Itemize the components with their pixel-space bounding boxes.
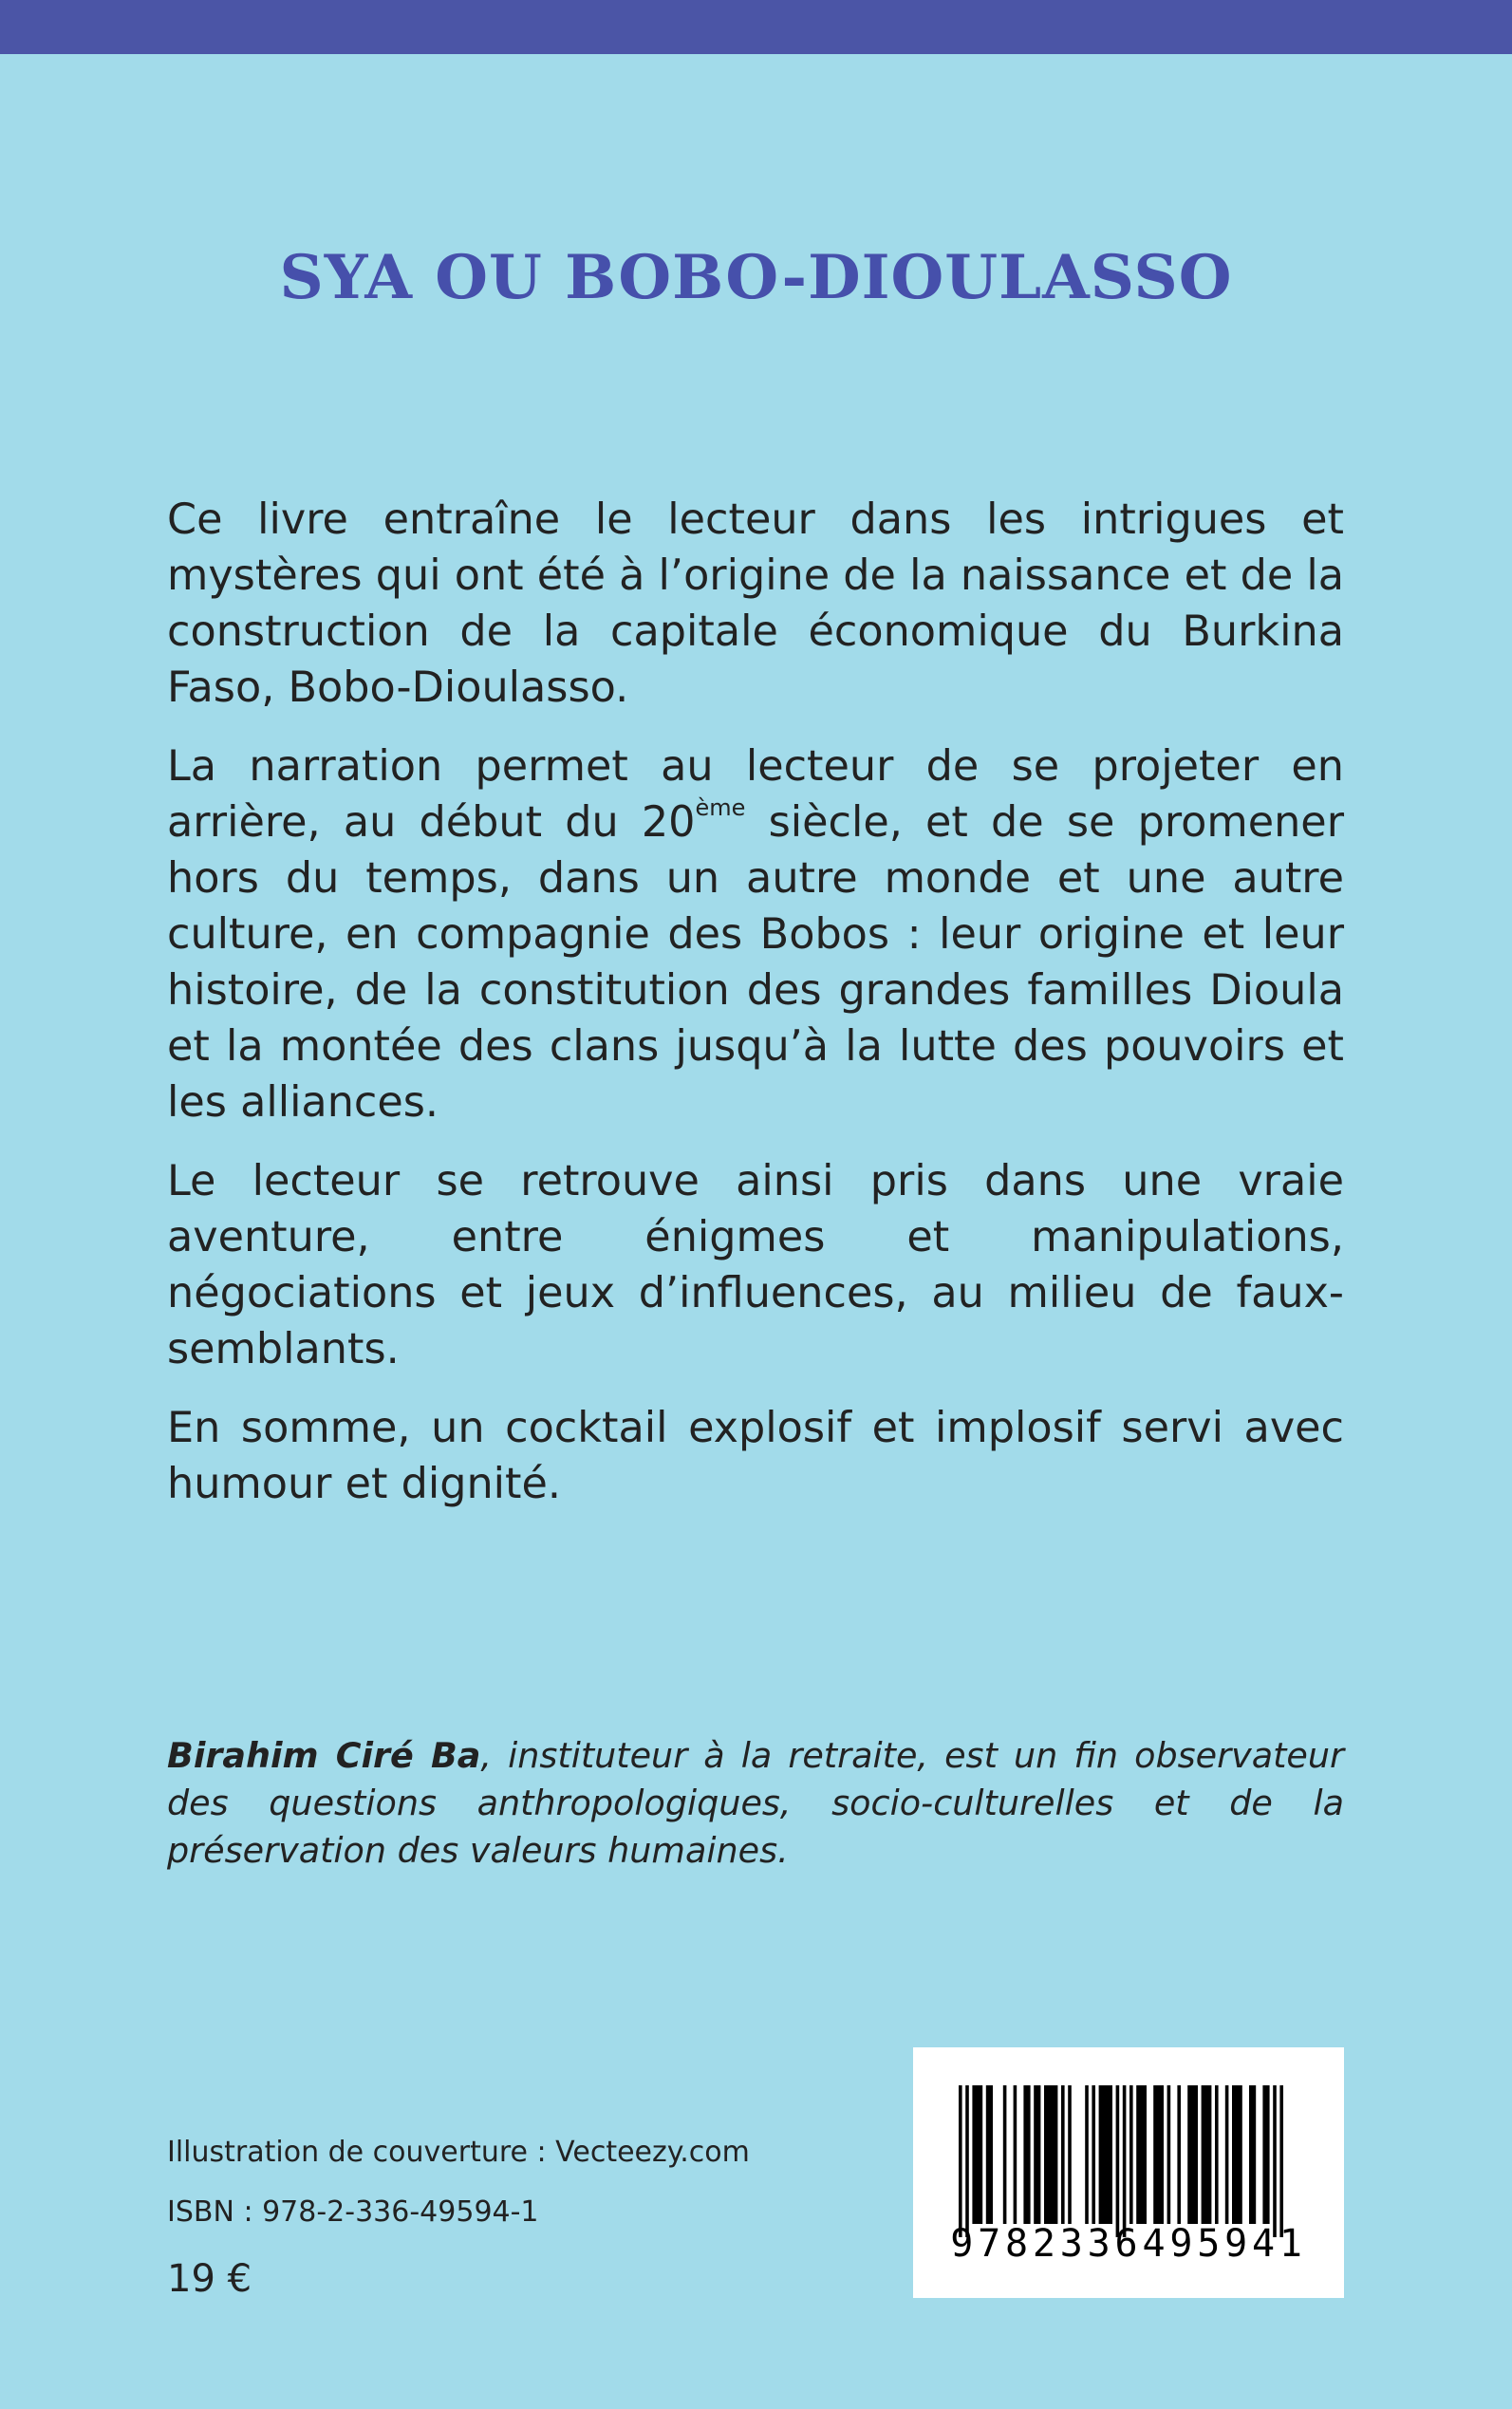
barcode-bar-1 bbox=[965, 2085, 969, 2237]
barcode-bar-4 bbox=[1003, 2085, 1007, 2224]
barcode-bar-8 bbox=[1044, 2085, 1057, 2224]
barcode-digits: 9782336495941 bbox=[950, 2222, 1307, 2266]
barcode-bar-10 bbox=[1068, 2085, 1072, 2224]
ordinal-superscript: ème bbox=[695, 794, 746, 821]
book-title: SYA OU BOBO-DIOULASSO bbox=[279, 242, 1233, 313]
barcode-bar-20 bbox=[1177, 2085, 1181, 2224]
barcode-bar-28 bbox=[1273, 2085, 1277, 2237]
barcode-bar-19 bbox=[1167, 2085, 1171, 2224]
blurb-paragraph-2-start: La narration permet au lecteur de se projeter en arrière, au début du 20 bbox=[167, 742, 1344, 847]
barcode bbox=[913, 2047, 1344, 2298]
author-bio bbox=[167, 1732, 1344, 1875]
barcode-bar-25 bbox=[1232, 2085, 1242, 2224]
barcode-bar-23 bbox=[1215, 2085, 1219, 2224]
price: 19 € bbox=[167, 2257, 252, 2301]
barcode-bar-18 bbox=[1153, 2085, 1164, 2224]
barcode-bar-2 bbox=[972, 2085, 982, 2224]
barcode-bar-16 bbox=[1129, 2085, 1133, 2224]
barcode-bar-7 bbox=[1034, 2085, 1040, 2224]
blurb-paragraph-2 bbox=[167, 738, 1344, 1130]
barcode-bar-26 bbox=[1249, 2085, 1256, 2224]
barcode-bar-3 bbox=[986, 2085, 993, 2224]
barcode-bar-21 bbox=[1187, 2085, 1198, 2224]
barcode-bar-11 bbox=[1085, 2085, 1089, 2224]
barcode-bar-29 bbox=[1279, 2085, 1283, 2237]
barcode-bar-0 bbox=[959, 2085, 962, 2237]
barcode-bar-13 bbox=[1099, 2085, 1112, 2224]
barcode-bar-9 bbox=[1061, 2085, 1065, 2224]
barcode-bar-17 bbox=[1136, 2085, 1147, 2224]
barcode-bar-15 bbox=[1123, 2085, 1127, 2237]
top-color-band bbox=[0, 0, 1512, 54]
illustration-credit: Illustration de couverture : Vecteezy.com bbox=[167, 2136, 750, 2169]
author-name: Birahim Ciré Ba bbox=[167, 1735, 481, 1776]
barcode-bar-27 bbox=[1262, 2085, 1269, 2224]
barcode-bar-22 bbox=[1202, 2085, 1212, 2224]
barcode-bar-5 bbox=[1014, 2085, 1017, 2224]
back-cover-blurb bbox=[167, 492, 1344, 1535]
barcode-bar-12 bbox=[1092, 2085, 1095, 2224]
author-bio-text: , instituteur à la retraite, est un fin observateur des questions anthropologiques, socio-culturelles et de la préservation des valeurs humaines. bbox=[167, 1735, 1344, 1871]
blurb-paragraph-3: Le lecteur se retrouve ainsi pris dans une vraie aventure, entre énigmes et manipulations, négociations et jeux d’influences, au milieu de faux-semblants. bbox=[167, 1157, 1344, 1373]
barcode-bar-24 bbox=[1225, 2085, 1229, 2224]
blurb-paragraph-4: En somme, un cocktail explosif et implosif servi avec humour et dignité. bbox=[167, 1404, 1344, 1508]
barcode-bar-14 bbox=[1116, 2085, 1120, 2237]
barcode-bar-6 bbox=[1023, 2085, 1030, 2224]
blurb-paragraph-1: Ce livre entraîne le lecteur dans les intrigues et mystères qui ont été à l’origine de la naissance et de la construction de la capitale économique du Burkina Faso, Bobo-Dioulasso. bbox=[167, 495, 1344, 712]
blurb-paragraph-2-end: siècle, et de se promener hors du temps, dans un autre monde et une autre culture, en compagnie des Bobos : leur origine et leur histoire, de la constitution des grandes familles Dioula et la montée des clans jusqu’à la lutte des pouvoirs et les alliances. bbox=[167, 798, 1344, 1127]
isbn-text: ISBN : 978-2-336-49594-1 bbox=[167, 2195, 539, 2229]
